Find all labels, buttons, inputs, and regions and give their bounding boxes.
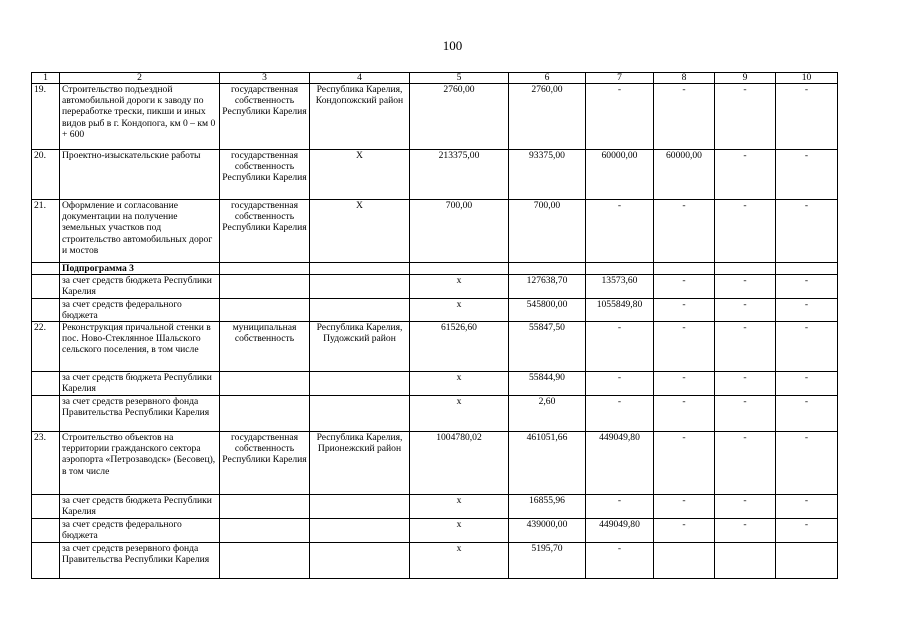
col6-cell: 5195,70 (509, 543, 586, 579)
header-cell: 3 (220, 73, 310, 84)
row-number-cell (32, 372, 60, 396)
col5-cell: 61526,60 (410, 322, 509, 372)
col5-cell: х (410, 372, 509, 396)
col8-cell: - (654, 298, 715, 321)
location-cell: Х (310, 200, 410, 263)
ownership-cell (220, 519, 310, 543)
col10-cell: - (776, 200, 838, 263)
col10-cell: - (776, 519, 838, 543)
row-number-cell: 21. (32, 200, 60, 263)
item-name-cell: Проектно-изыскательские работы (60, 150, 220, 200)
row-number-cell (32, 396, 60, 432)
item-name-cell: Подпрограмма 3 (60, 263, 220, 275)
col7-cell: 13573,60 (586, 275, 654, 298)
header-cell: 9 (715, 73, 776, 84)
col7-cell: - (586, 372, 654, 396)
table-row (32, 200, 838, 263)
header-cell: 8 (654, 73, 715, 84)
location-cell: Республика Карелия, Пудожский район (310, 322, 410, 372)
table-row (32, 543, 838, 579)
header-cell: 4 (310, 73, 410, 84)
row-number-cell (32, 298, 60, 321)
location-cell (310, 298, 410, 321)
ownership-cell (220, 495, 310, 519)
ownership-cell (220, 298, 310, 321)
col10-cell: - (776, 322, 838, 372)
location-cell (310, 275, 410, 298)
item-name-cell: за счет средств бюджета Республики Карелия (60, 372, 220, 396)
location-cell: Республика Карелия, Прионежский район (310, 432, 410, 495)
col9-cell: - (715, 519, 776, 543)
col5-cell (410, 263, 509, 275)
ownership-cell: государственная собственность Республики Карелия (220, 84, 310, 150)
location-cell (310, 372, 410, 396)
col7-cell: 449049,80 (586, 519, 654, 543)
row-number-cell (32, 495, 60, 519)
col5-cell: х (410, 495, 509, 519)
location-cell (310, 495, 410, 519)
col10-cell: - (776, 396, 838, 432)
header-cell: 10 (776, 73, 838, 84)
col7-cell: 60000,00 (586, 150, 654, 200)
col5-cell: х (410, 298, 509, 321)
col9-cell: - (715, 396, 776, 432)
col8-cell: 60000,00 (654, 150, 715, 200)
col10-cell: - (776, 275, 838, 298)
col6-cell: 93375,00 (509, 150, 586, 200)
col6-cell: 16855,96 (509, 495, 586, 519)
col8-cell: - (654, 519, 715, 543)
table-row (32, 84, 838, 150)
col7-cell: - (586, 84, 654, 150)
table-row (32, 519, 838, 543)
col5-cell: 700,00 (410, 200, 509, 263)
table-row (32, 372, 838, 396)
col10-cell: - (776, 432, 838, 495)
col9-cell: - (715, 372, 776, 396)
row-number-cell: 19. (32, 84, 60, 150)
col5-cell: 2760,00 (410, 84, 509, 150)
ownership-cell: муниципальная собственность (220, 322, 310, 372)
col5-cell: х (410, 396, 509, 432)
header-cell: 6 (509, 73, 586, 84)
col6-cell: 700,00 (509, 200, 586, 263)
col6-cell: 2,60 (509, 396, 586, 432)
ownership-cell (220, 275, 310, 298)
col10-cell: - (776, 298, 838, 321)
row-number-cell: 23. (32, 432, 60, 495)
item-name-cell: за счет средств резервного фонда Правительства Республики Карелия (60, 543, 220, 579)
row-number-cell (32, 519, 60, 543)
col8-cell: - (654, 495, 715, 519)
table-row (32, 263, 838, 275)
header-cell: 5 (410, 73, 509, 84)
col8-cell: - (654, 322, 715, 372)
header-row (32, 73, 838, 84)
col10-cell: - (776, 372, 838, 396)
col6-cell: 55847,50 (509, 322, 586, 372)
col10-cell: - (776, 150, 838, 200)
col7-cell: 449049,80 (586, 432, 654, 495)
page-number: 100 (442, 38, 463, 53)
col6-cell: 461051,66 (509, 432, 586, 495)
ownership-cell (220, 372, 310, 396)
col9-cell: - (715, 432, 776, 495)
location-cell (310, 263, 410, 275)
col6-cell: 55844,90 (509, 372, 586, 396)
item-name-cell: за счет средств бюджета Республики Карелия (60, 275, 220, 298)
header-cell: 7 (586, 73, 654, 84)
col8-cell: - (654, 372, 715, 396)
col7-cell: - (586, 322, 654, 372)
table-row (32, 275, 838, 298)
col10-cell: - (776, 495, 838, 519)
col7-cell: - (586, 396, 654, 432)
table-row (32, 322, 838, 372)
table-row (32, 150, 838, 200)
col9-cell: - (715, 495, 776, 519)
ownership-cell: государственная собственность Республики Карелия (220, 432, 310, 495)
col9-cell: - (715, 275, 776, 298)
item-name-cell: за счет средств федерального бюджета (60, 519, 220, 543)
item-name-cell: Строительство подъездной автомобильной дороги к заводу по переработке трески, пикши и иных видов рыб в г. Кондопога, км 0 – км 0 + 600 (60, 84, 220, 150)
header-cell: 2 (60, 73, 220, 84)
budget-table (31, 72, 838, 579)
ownership-cell: государственная собственность Республики Карелия (220, 200, 310, 263)
row-number-cell (32, 543, 60, 579)
header-cell: 1 (32, 73, 60, 84)
row-number-cell (32, 275, 60, 298)
item-name-cell: за счет средств федерального бюджета (60, 298, 220, 321)
col7-cell (586, 263, 654, 275)
col10-cell (776, 263, 838, 275)
table-row (32, 298, 838, 321)
col7-cell: 1055849,80 (586, 298, 654, 321)
location-cell: Х (310, 150, 410, 200)
col6-cell: 545800,00 (509, 298, 586, 321)
col8-cell: - (654, 200, 715, 263)
col6-cell: 127638,70 (509, 275, 586, 298)
table-row (32, 495, 838, 519)
col9-cell (715, 543, 776, 579)
col8-cell: - (654, 432, 715, 495)
location-cell: Республика Карелия, Кондопожский район (310, 84, 410, 150)
col8-cell (654, 543, 715, 579)
col9-cell: - (715, 298, 776, 321)
col5-cell: х (410, 543, 509, 579)
location-cell (310, 543, 410, 579)
col7-cell: - (586, 200, 654, 263)
item-name-cell: Реконструкция причальной стенки в пос. Ново-Стеклянное Шальского сельского поселения, в том числе (60, 322, 220, 372)
row-number-cell: 20. (32, 150, 60, 200)
col9-cell: - (715, 84, 776, 150)
item-name-cell: за счет средств бюджета Республики Карелия (60, 495, 220, 519)
col7-cell: - (586, 495, 654, 519)
col8-cell: - (654, 396, 715, 432)
col8-cell: - (654, 275, 715, 298)
ownership-cell: государственная собственность Республики Карелия (220, 150, 310, 200)
ownership-cell (220, 396, 310, 432)
col6-cell (509, 263, 586, 275)
location-cell (310, 519, 410, 543)
col9-cell: - (715, 322, 776, 372)
location-cell (310, 396, 410, 432)
col9-cell (715, 263, 776, 275)
col5-cell: х (410, 275, 509, 298)
col10-cell: - (776, 84, 838, 150)
table-row (32, 432, 838, 495)
col5-cell: 213375,00 (410, 150, 509, 200)
col5-cell: 1004780,02 (410, 432, 509, 495)
col6-cell: 439000,00 (509, 519, 586, 543)
item-name-cell: Строительство объектов на территории гражданского сектора аэропорта «Петрозаводск» (Бесовец), в том числе (60, 432, 220, 495)
col10-cell (776, 543, 838, 579)
item-name-cell: за счет средств резервного фонда Правительства Республики Карелия (60, 396, 220, 432)
item-name-cell: Оформление и согласование документации на получение земельных участков под строительство автомобильных дорог и мостов (60, 200, 220, 263)
row-number-cell (32, 263, 60, 275)
col8-cell (654, 263, 715, 275)
col6-cell: 2760,00 (509, 84, 586, 150)
ownership-cell (220, 263, 310, 275)
col9-cell: - (715, 200, 776, 263)
ownership-cell (220, 543, 310, 579)
col5-cell: х (410, 519, 509, 543)
row-number-cell: 22. (32, 322, 60, 372)
col7-cell: - (586, 543, 654, 579)
col9-cell: - (715, 150, 776, 200)
col8-cell: - (654, 84, 715, 150)
table-row (32, 396, 838, 432)
